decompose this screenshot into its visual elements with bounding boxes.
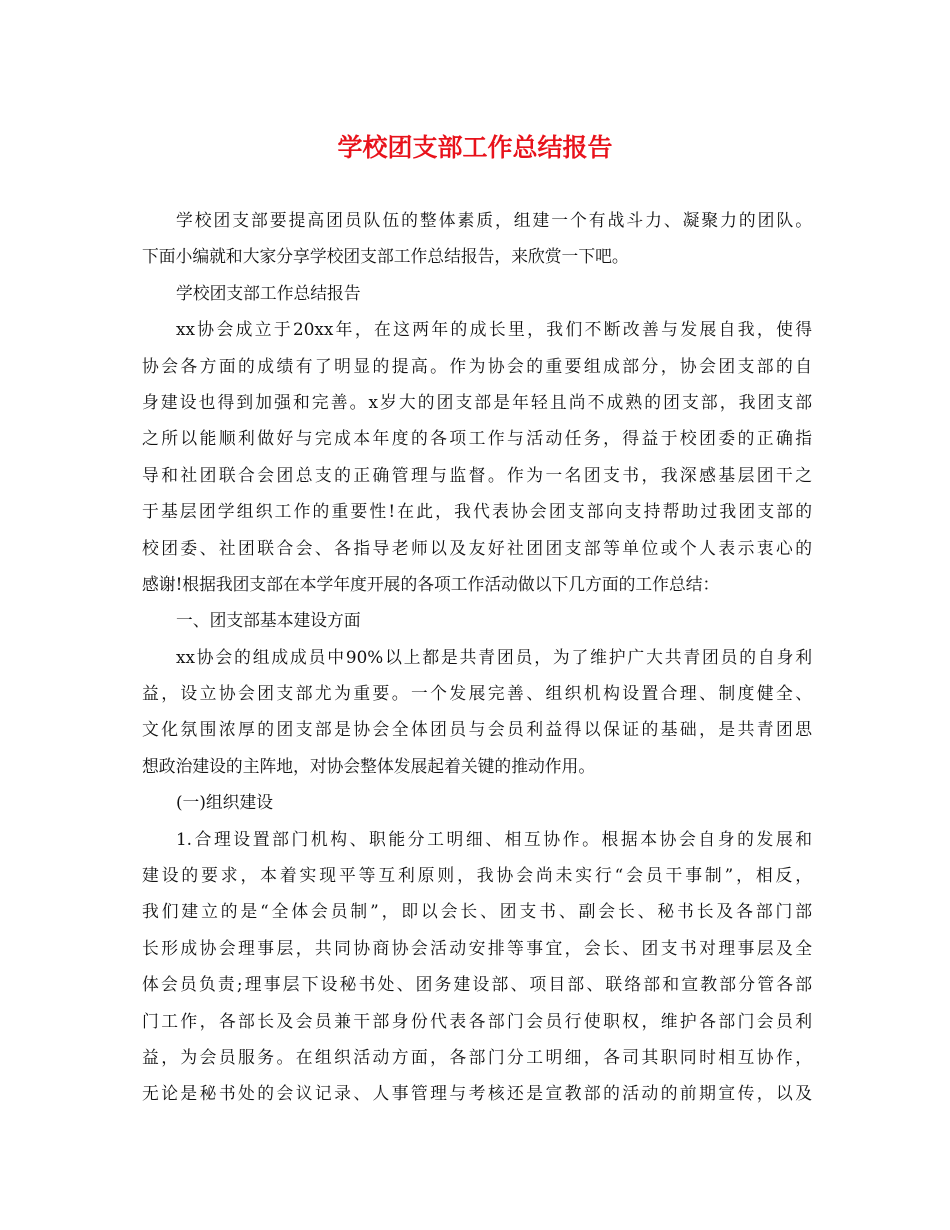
- section-heading: 一、团支部基本建设方面: [176, 610, 361, 631]
- paragraph-line: 我们建立的是“全体会员制”，即以会长、团支书、副会长、秘书长及各部门部: [142, 901, 812, 922]
- paragraph-line: 感谢!根据我团支部在本学年度开展的各项工作活动做以下几方面的工作总结：: [142, 573, 720, 594]
- paragraph-line: 文化氛围浓厚的团支部是协会全体团员与会员利益得以保证的基础，是共青团思: [142, 719, 812, 740]
- paragraph-line: 长形成协会理事层，共同协商协会活动安排等事宜，会长、团支书对理事层及全: [142, 937, 812, 958]
- paragraph-line: 想政治建设的主阵地，对协会整体发展起着关键的推动作用。: [142, 755, 596, 776]
- paragraph-line: 1.合理设置部门机构、职能分工明细、相互协作。根据本协会自身的发展和: [176, 828, 812, 849]
- paragraph-line: 导和社团联合会团总支的正确管理与监督。作为一名团支书，我深感基层团干之: [142, 464, 812, 485]
- paragraph-line: 益，为会员服务。在组织活动方面，各部门分工明细，各司其职同时相互协作，: [142, 1046, 812, 1067]
- paragraph-line: 下面小编就和大家分享学校团支部工作总结报告，来欣赏一下吧。: [142, 246, 629, 267]
- paragraph-line: xx协会成立于20xx年，在这两年的成长里，我们不断改善与发展自我，使得: [176, 319, 812, 340]
- paragraph-line: 建设的要求，本着实现平等互利原则，我协会尚未实行“会员干事制”，相反，: [142, 865, 812, 886]
- paragraph-line: 协会各方面的成绩有了明显的提高。作为协会的重要组成部分，协会团支部的自: [142, 355, 812, 376]
- paragraph-line: 校团委、社团联合会、各指导老师以及友好社团团支部等单位或个人表示衷心的: [142, 537, 812, 558]
- paragraph-line: 身建设也得到加强和完善。x岁大的团支部是年轻且尚不成熟的团支部，我团支部: [142, 391, 812, 412]
- paragraph-line: 无论是秘书处的会议记录、人事管理与考核还是宣教部的活动的前期宣传，以及: [142, 1083, 812, 1104]
- paragraph-line: 体会员负责;理事层下设秘书处、团务建设部、项目部、联络部和宣教部分管各部: [142, 974, 812, 995]
- subsection-heading: (一)组织建设: [176, 792, 274, 813]
- paragraph-line: 之所以能顺利做好与完成本年度的各项工作与活动任务，得益于校团委的正确指: [142, 428, 812, 449]
- paragraph-line: 学校团支部要提高团员队伍的整体素质，组建一个有战斗力、凝聚力的团队。: [176, 210, 812, 230]
- paragraph-line: 益，设立协会团支部尤为重要。一个发展完善、组织机构设置合理、制度健全、: [142, 683, 812, 704]
- document-title: 学校团支部工作总结报告: [337, 133, 613, 162]
- paragraph-line: xx协会的组成成员中90%以上都是共青团员，为了维护广大共青团员的自身利: [176, 646, 812, 667]
- paragraph-line: 于基层团学组织工作的重要性!在此，我代表协会团支部向支持帮助过我团支部的: [142, 501, 812, 522]
- document-body: [142, 202, 812, 1112]
- paragraph-line: 门工作，各部长及会员兼干部身份代表各部门会员行使职权，维护各部门会员利: [142, 1010, 812, 1031]
- section-heading: 学校团支部工作总结报告: [176, 282, 361, 303]
